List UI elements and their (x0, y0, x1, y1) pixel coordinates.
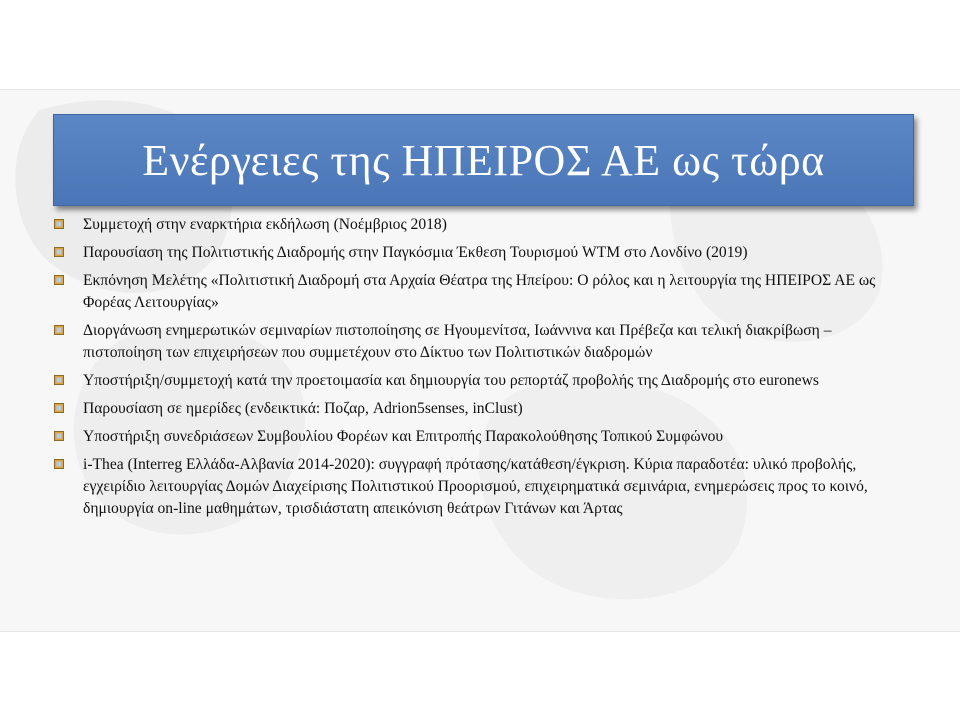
bullet-text: Παρουσίαση σε ημερίδες (ενδεικτικά: Ποζαρ, Adrion5senses, inClust) (83, 400, 523, 417)
list-item (54, 242, 914, 264)
square-bullet-icon (54, 403, 64, 413)
bullet-text: Παρουσίαση της Πολιτιστικής Διαδρομής στην Παγκόσμια Έκθεση Τουρισμού WTM στο Λονδίνο (2019) (83, 244, 748, 261)
square-bullet-icon (54, 247, 64, 257)
list-item (54, 454, 914, 520)
square-bullet-icon (54, 219, 64, 229)
list-item (54, 214, 914, 236)
slide-title: Ενέργειες της ΗΠΕΙΡΟΣ ΑΕ ως τώρα (142, 135, 825, 185)
list-item (54, 426, 914, 448)
bullet-text: Συμμετοχή στην εναρκτήρια εκδήλωση (Νοέμβριος 2018) (83, 216, 447, 233)
list-item (54, 398, 914, 420)
title-banner (53, 114, 914, 206)
list-item (54, 370, 914, 392)
bullet-text: Υποστήριξη συνεδριάσεων Συμβουλίου Φορέων και Επιτροπής Παρακολούθησης Τοπικού Συμφώνου (83, 428, 724, 445)
square-bullet-icon (54, 325, 64, 335)
list-item (54, 270, 914, 314)
square-bullet-icon (54, 459, 64, 469)
bullet-text: Διοργάνωση ενημερωτικών σεμιναρίων πιστοποίησης σε Ηγουμενίτσα, Ιωάννινα και Πρέβεζα και τελική διακρίβωση – πιστοποίηση των επιχειρήσεων που συμμετέχουν στο Δίκτυο των Πολιτιστικών διαδρομών (83, 322, 832, 361)
list-item (54, 320, 914, 364)
presentation-slide (0, 89, 960, 632)
bullet-list (54, 214, 914, 526)
bullet-text: Υποστήριξη/συμμετοχή κατά την προετοιμασία και δημιουργία του ρεπορτάζ προβολής της Διαδρομής στο euronews (83, 372, 819, 389)
square-bullet-icon (54, 431, 64, 441)
bullet-text: i-Thea (Interreg Ελλάδα-Αλβανία 2014-2020): συγγραφή πρότασης/κατάθεση/έγκριση. Κύρια παραδοτέα: υλικό προβολής, εγχειρίδιο λειτουργίας Δομών Διαχείρισης Πολιτιστικού Προορισμού, επιχειρηματικά σεμινάρια, ενημερώσεις προς το κοινό, δημιουργία on-line μαθημάτων, τρισδιάστατη απεικόνιση θεάτρων Γιτάνων και Άρτας (83, 456, 868, 517)
square-bullet-icon (54, 375, 64, 385)
square-bullet-icon (54, 275, 64, 285)
bullet-text: Εκπόνηση Μελέτης «Πολιτιστική Διαδρομή στα Αρχαία Θέατρα της Ηπείρου: Ο ρόλος και η λειτουργία της ΗΠΕΙΡΟΣ ΑΕ ως Φορέας Λειτουργίας» (83, 272, 876, 311)
